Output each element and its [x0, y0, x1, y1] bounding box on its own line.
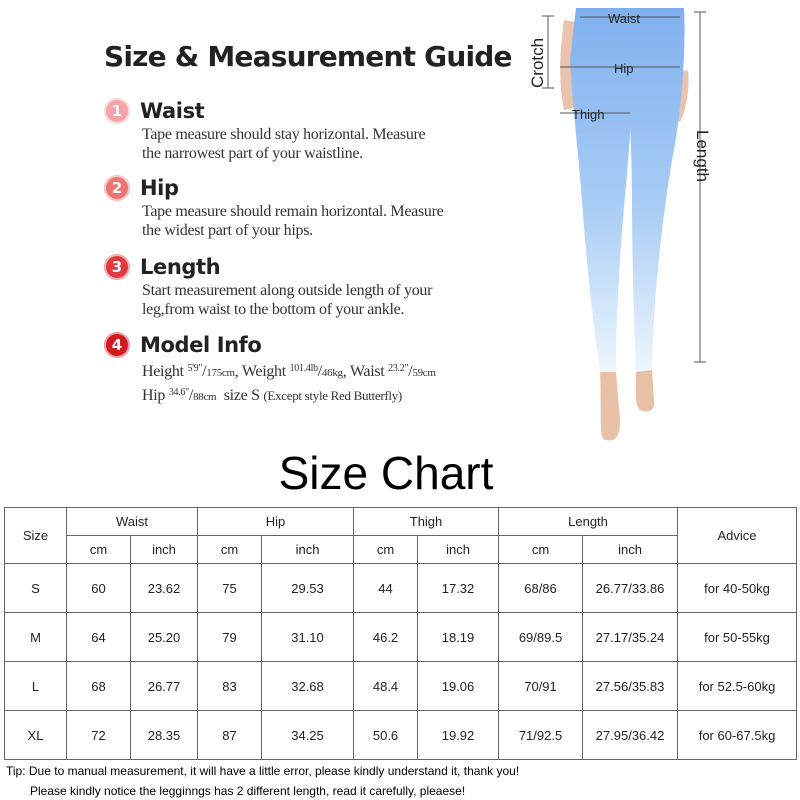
- subheader-inch: inch: [583, 536, 678, 564]
- cell-hip-cm: 75: [198, 564, 262, 613]
- cell-waist-inch: 26.77: [131, 662, 198, 711]
- subheader-inch: inch: [262, 536, 354, 564]
- model-size-line: Hip $^{34.6"}$/88cm size S (Except style Red Butterfly): [142, 387, 402, 404]
- cell-thigh-inch: 19.92: [418, 711, 499, 760]
- cell-waist-cm: 68: [67, 662, 131, 711]
- subheader-cm: cm: [499, 536, 583, 564]
- step-label: Waist: [140, 99, 205, 123]
- cell-length-cm: 69/89.5: [499, 613, 583, 662]
- tip-line-1: Tip: Due to manual measurement, it will have a little error, please kindly understand it, thank you!: [6, 764, 520, 778]
- cell-thigh-inch: 19.06: [418, 662, 499, 711]
- cell-hip-inch: 34.25: [262, 711, 354, 760]
- cell-waist-inch: 25.20: [131, 613, 198, 662]
- cell-length-cm: 71/92.5: [499, 711, 583, 760]
- cell-advice: for 60-67.5kg: [678, 711, 797, 760]
- cell-hip-cm: 83: [198, 662, 262, 711]
- waist-dimension-label: Waist: [608, 11, 641, 26]
- cell-length-cm: 70/91: [499, 662, 583, 711]
- cell-waist-cm: 60: [67, 564, 131, 613]
- header-hip: Hip: [198, 508, 354, 536]
- cell-size: M: [5, 613, 67, 662]
- table-row: [5, 662, 797, 711]
- cell-length-inch: 26.77/33.86: [583, 564, 678, 613]
- header-waist: Waist: [67, 508, 198, 536]
- step-text-line: the widest part of your hips.: [142, 222, 313, 239]
- table-row: [5, 711, 797, 760]
- subheader-cm: cm: [67, 536, 131, 564]
- cell-hip-cm: 87: [198, 711, 262, 760]
- step-text-line: Start measurement along outside length of your: [142, 282, 433, 299]
- cell-length-inch: 27.95/36.42: [583, 711, 678, 760]
- header-thigh: Thigh: [354, 508, 499, 536]
- step-label: Length: [140, 255, 221, 279]
- model-size-note: (Except style Red Butterfly): [263, 388, 402, 403]
- hip-cm: 88cm: [193, 391, 217, 403]
- step-label: Hip: [140, 176, 179, 200]
- cell-waist-cm: 64: [67, 613, 131, 662]
- cell-waist-inch: 23.62: [131, 564, 198, 613]
- right-leg: [628, 8, 685, 372]
- step-length: [104, 253, 524, 319]
- waist-cm: 59cm: [412, 367, 436, 379]
- guide-title: Size & Measurement Guide: [104, 40, 512, 73]
- cell-advice: for 40-50kg: [678, 564, 797, 613]
- cell-advice: for 50-55kg: [678, 613, 797, 662]
- cell-hip-inch: 29.53: [262, 564, 354, 613]
- cell-thigh-cm: 44: [354, 564, 418, 613]
- height-inches: 5'9": [187, 363, 203, 374]
- cell-waist-cm: 72: [67, 711, 131, 760]
- cell-hip-inch: 31.10: [262, 613, 354, 662]
- size-chart-table: [4, 507, 797, 760]
- cell-size: XL: [5, 711, 67, 760]
- cell-advice: for 52.5-60kg: [678, 662, 797, 711]
- table-row: [5, 564, 797, 613]
- weight-kg: 46kg: [321, 367, 343, 379]
- hip-label: Hip: [142, 387, 166, 404]
- subheader-cm: cm: [198, 536, 262, 564]
- subheader-inch: inch: [418, 536, 499, 564]
- cell-thigh-inch: 18.19: [418, 613, 499, 662]
- header-length: Length: [499, 508, 678, 536]
- step-number-badge: 4: [104, 332, 130, 358]
- left-foot: [600, 372, 620, 440]
- right-foot: [636, 370, 655, 412]
- step-number-badge: 1: [104, 98, 130, 124]
- tip-line-2: Please kindly notice the legginngs has 2 different length, read it carefully, pleaese!: [30, 784, 466, 798]
- cell-thigh-cm: 46.2: [354, 613, 418, 662]
- step-number-badge: 2: [104, 175, 130, 201]
- step-text-line: Tape measure should stay horizontal. Measure: [142, 126, 426, 143]
- height-cm: 175cm: [206, 367, 235, 379]
- hip-inches: 34.6": [168, 387, 189, 398]
- cell-length-inch: 27.56/35.83: [583, 662, 678, 711]
- step-hip: [104, 174, 524, 240]
- table-row: [5, 613, 797, 662]
- subheader-cm: cm: [354, 536, 418, 564]
- height-label: Height: [142, 363, 184, 380]
- cell-size: S: [5, 564, 67, 613]
- cell-hip-cm: 79: [198, 613, 262, 662]
- waist-label: Waist: [349, 363, 385, 380]
- waist-inches: 23.2": [388, 363, 409, 374]
- cell-thigh-cm: 50.6: [354, 711, 418, 760]
- crotch-dimension-label: Crotch: [528, 37, 547, 88]
- hip-dimension-label: Hip: [614, 61, 634, 76]
- thigh-dimension-label: Thigh: [572, 107, 605, 122]
- cell-length-inch: 27.17/35.24: [583, 613, 678, 662]
- size-chart-title: Size Chart: [278, 447, 494, 499]
- step-text-line: Tape measure should remain horizontal. Measure: [142, 203, 444, 220]
- header-size: Size: [5, 508, 67, 564]
- step-label: Model Info: [140, 333, 262, 357]
- model-measurements-line: Height $^{5'9"}$/175cm, Weight $^{101.4lb}$/46kg, Waist $^{23.2"}$/59cm: [142, 363, 436, 380]
- step-number-badge: 3: [104, 254, 130, 280]
- step-waist: [104, 97, 524, 163]
- weight-lb: 101.4lb: [289, 363, 318, 374]
- length-dimension-label: Length: [693, 130, 712, 182]
- weight-label: Weight: [241, 363, 286, 380]
- cell-length-cm: 68/86: [499, 564, 583, 613]
- subheader-inch: inch: [131, 536, 198, 564]
- cell-size: L: [5, 662, 67, 711]
- cell-waist-inch: 28.35: [131, 711, 198, 760]
- leggings-drawing: [520, 0, 800, 450]
- model-size: size S: [223, 387, 260, 404]
- step-text-line: leg,from waist to the bottom of your ankle.: [142, 301, 405, 318]
- cell-thigh-inch: 17.32: [418, 564, 499, 613]
- step-model-info: [104, 331, 524, 407]
- header-advice: Advice: [678, 508, 797, 564]
- cell-thigh-cm: 48.4: [354, 662, 418, 711]
- cell-hip-inch: 32.68: [262, 662, 354, 711]
- step-text-line: the narrowest part of your waistline.: [142, 145, 363, 162]
- leggings-illustration: [520, 0, 800, 450]
